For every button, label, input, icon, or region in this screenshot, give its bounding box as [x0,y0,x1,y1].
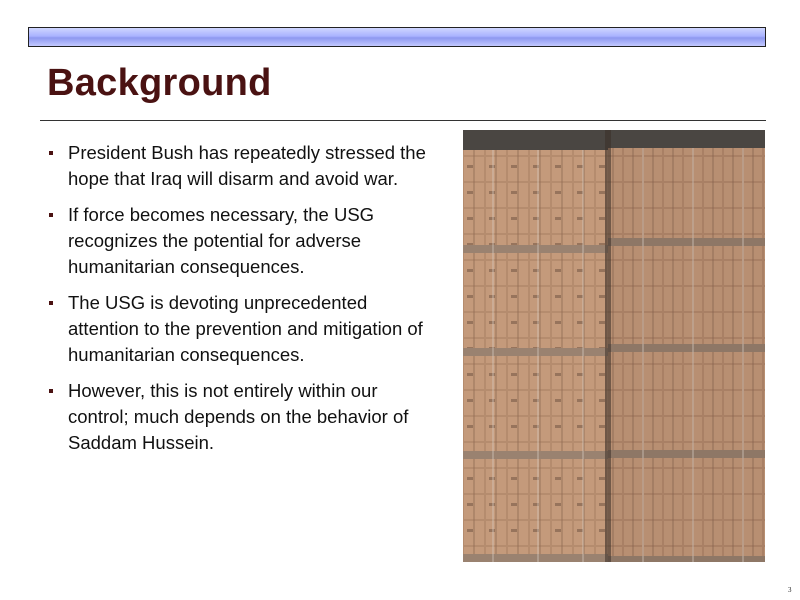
bullet-text: President Bush has repeatedly stressed the hope that Iraq will disarm and avoid war. [68,142,426,189]
page-number: 3 [788,586,792,594]
bullet-item [47,290,442,368]
bullet-marker-icon [49,389,53,393]
bullet-item [47,202,442,280]
bullet-text: However, this is not entirely within our control; much depends on the behavior of Saddam Hussein. [68,380,409,453]
bullet-list [47,140,442,466]
title-divider [40,120,766,121]
bullet-marker-icon [49,301,53,305]
header-bar [28,27,766,47]
slide-title: Background [47,62,272,104]
boxes-photo [463,130,765,562]
bullet-text: The USG is devoting unprecedented attention to the prevention and mitigation of humanitarian consequences. [68,292,423,365]
bullet-text: If force becomes necessary, the USG recognizes the potential for adverse humanitarian consequences. [68,204,375,277]
bullet-marker-icon [49,151,53,155]
boxes-illustration [463,130,765,562]
bullet-marker-icon [49,213,53,217]
bullet-item [47,140,442,192]
bullet-item [47,378,442,456]
